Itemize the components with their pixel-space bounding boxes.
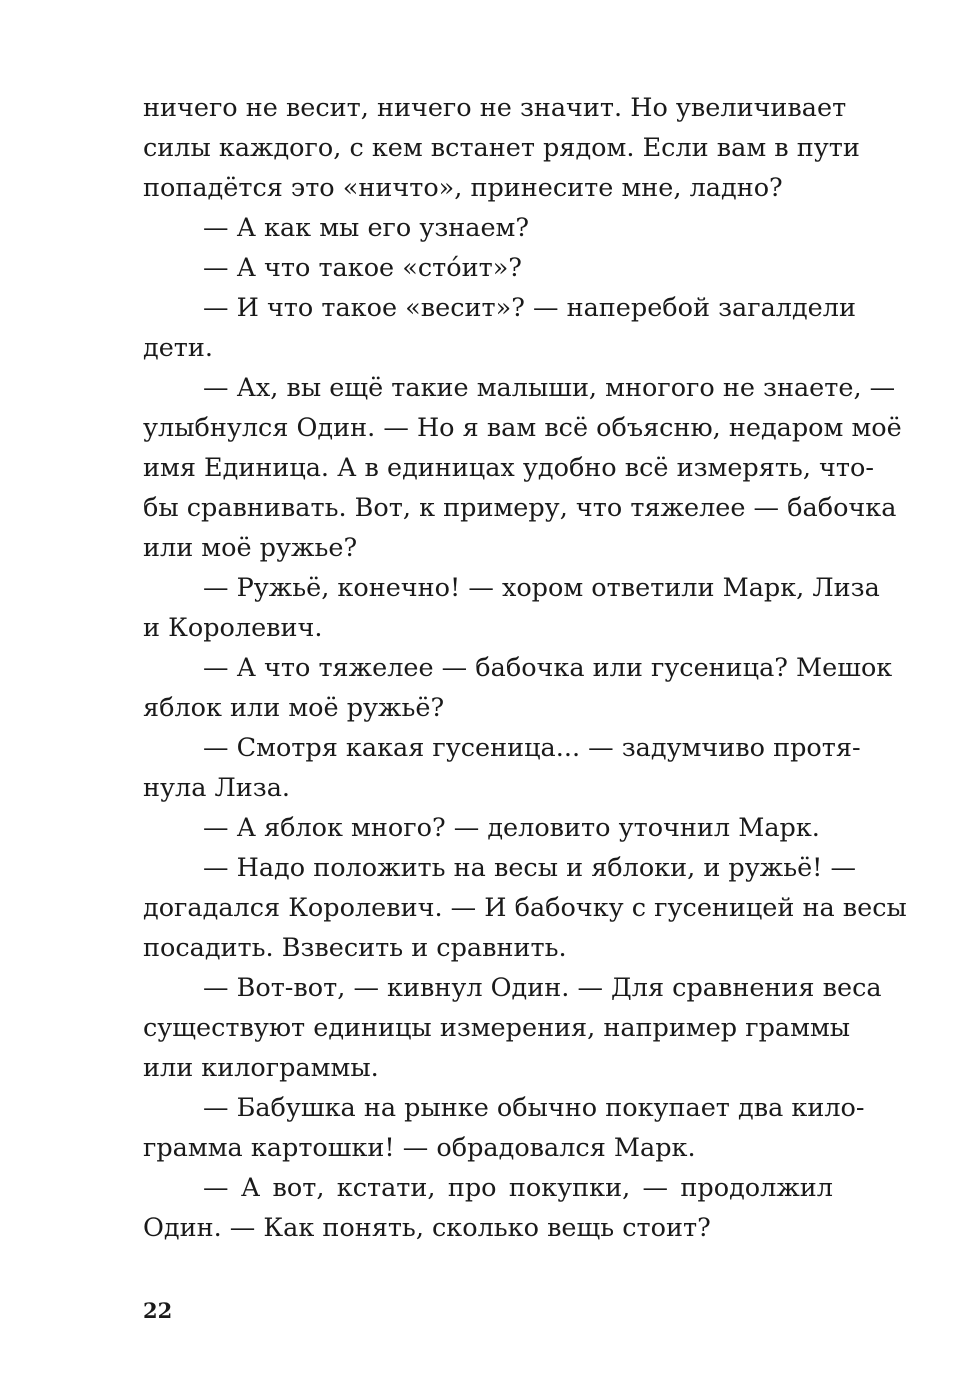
text-line: — А что тяжелее — бабочка или гусеница? Мешок [203,653,893,683]
text-line: или моё ружье? [143,533,358,563]
text-line: — Ах, вы ещё такие малыши, многого не знаете, — [203,373,896,403]
text-line: — А вот, кстати, про покупки, — продолжил [203,1173,833,1203]
text-line: — А как мы его узнаем? [203,213,530,243]
text-line: — Вот-вот, — кивнул Один. — Для сравнения веса [203,973,882,1003]
text-line: — Смотря какая гусеница... — задумчиво протя- [203,733,861,763]
text-line: посадить. Взвесить и сравнить. [143,933,567,963]
text-line: имя Единица. А в единицах удобно всё измерять, что- [143,453,874,483]
text-line: — Надо положить на весы и яблоки, и ружьё! — [203,853,857,883]
text-line: дети. [143,333,214,363]
text-line: — А что такое «сто́ит»? [203,253,522,283]
text-line: силы каждого, с кем встанет рядом. Если вам в пути [143,133,860,163]
text-line: — Бабушка на рынке обычно покупает два кило- [203,1093,865,1123]
page-number: 22 [143,1298,173,1323]
text-line: и Королевич. [143,613,323,643]
text-line: или килограммы. [143,1053,379,1083]
text-line: ничего не весит, ничего не значит. Но увеличивает [143,93,847,123]
text-line: бы сравнивать. Вот, к примеру, что тяжелее — бабочка [143,493,897,523]
body-text [143,88,907,1248]
text-line: — И что такое «весит»? — наперебой загалдели [203,293,856,323]
text-line: яблок или моё ружьё? [143,693,445,723]
text-line: — А яблок много? — деловито уточнил Марк. [203,813,820,843]
text-line: Один. — Как понять, сколько вещь стоит? [143,1213,711,1243]
text-line: попадётся это «ничто», принесите мне, ладно? [143,173,783,203]
text-line: догадался Королевич. — И бабочку с гусеницей на весы [143,893,907,923]
text-line: улыбнулся Один. — Но я вам всё объясню, недаром моё [143,413,902,443]
text-line: нула Лиза. [143,773,290,803]
text-line: существуют единицы измерения, например граммы [143,1013,851,1043]
text-line: — Ружьё, конечно! — хором ответили Марк, Лиза [203,573,880,603]
text-line: грамма картошки! — обрадовался Марк. [143,1133,696,1163]
